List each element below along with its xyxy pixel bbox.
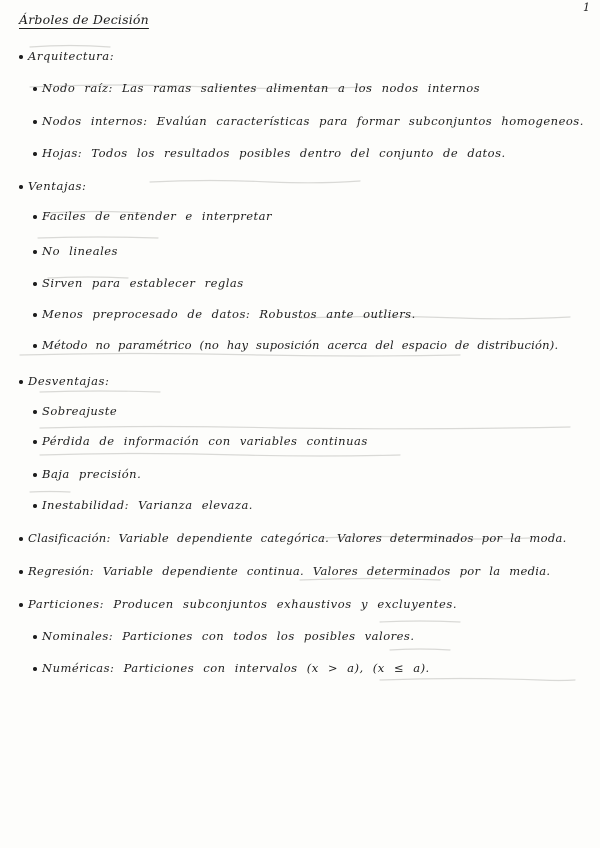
- list-item: [33, 145, 506, 161]
- bullet-icon: [33, 282, 37, 286]
- page-number: 1: [583, 1, 590, 14]
- bullet-icon: [19, 55, 23, 59]
- bullet-icon: [19, 603, 23, 607]
- list-item: [33, 433, 368, 449]
- list-item: [33, 337, 558, 353]
- list-item-text: Nodos internos: Evalúan características para formar subconjuntos homogeneos.: [42, 114, 584, 128]
- list-item: [33, 80, 480, 96]
- bullet-icon: [33, 152, 37, 156]
- list-item: [19, 48, 114, 64]
- bullet-icon: [33, 120, 37, 124]
- list-item: [19, 563, 550, 579]
- bullet-icon: [19, 185, 23, 189]
- list-item: [33, 113, 584, 129]
- bullet-icon: [19, 570, 23, 574]
- section-heading-desventajas: Desventajas:: [28, 374, 110, 388]
- bullet-icon: [33, 473, 37, 477]
- list-item-text: Método no paramétrico (no hay suposición acerca del espacio de distribución).: [42, 338, 559, 352]
- list-item-text: Baja precisión.: [42, 467, 142, 481]
- list-item-text: Sirven para establecer reglas: [42, 276, 244, 290]
- bullet-icon: [33, 250, 37, 254]
- list-item-text: Hojas: Todos los resultados posibles dentro del conjunto de datos.: [42, 146, 506, 160]
- list-item-text: Menos preprocesado de datos: Robustos ante outliers.: [42, 307, 416, 321]
- bullet-icon: [33, 344, 37, 348]
- bullet-icon: [33, 313, 37, 317]
- bullet-icon: [33, 215, 37, 219]
- list-item: [33, 628, 415, 644]
- list-item: [19, 530, 567, 546]
- list-item-text: Nominales: Particiones con todos los posibles valores.: [42, 629, 415, 643]
- bullet-icon: [33, 667, 37, 671]
- list-item: [33, 497, 253, 513]
- list-item: [19, 373, 110, 389]
- bullet-icon: [19, 537, 23, 541]
- list-item: [19, 596, 457, 612]
- list-item-text: No lineales: [42, 244, 118, 258]
- page-title: Árboles de Decisión: [19, 12, 149, 27]
- bullet-icon: [33, 440, 37, 444]
- list-item: [33, 208, 272, 224]
- list-item-text: Sobreajuste: [42, 404, 118, 418]
- bullet-icon: [19, 380, 23, 384]
- list-item: [33, 660, 430, 676]
- bullet-icon: [33, 504, 37, 508]
- list-item-text: Inestabilidad: Varianza elevaza.: [42, 498, 253, 512]
- list-item: [19, 178, 87, 194]
- bullet-icon: [33, 410, 37, 414]
- list-item: [33, 275, 244, 291]
- list-item-text: Numéricas: Particiones con intervalos (x > a), (x ≤ a).: [42, 661, 430, 675]
- bullet-icon: [33, 635, 37, 639]
- bullet-icon: [33, 87, 37, 91]
- list-item: [33, 403, 117, 419]
- section-heading-ventajas: Ventajas:: [28, 179, 87, 193]
- definition-particiones: Particiones: Producen subconjuntos exhaustivos y excluyentes.: [28, 597, 458, 611]
- list-item-text: Nodo raíz: Las ramas salientes alimentan a los nodos internos: [42, 81, 481, 95]
- list-item: [33, 243, 118, 259]
- list-item: [33, 466, 141, 482]
- definition-regresion: Regresión: Variable dependiente continua. Valores determinados por la media.: [28, 564, 551, 578]
- section-heading-arquitectura: Arquitectura:: [28, 49, 115, 63]
- definition-clasificacion: Clasificación: Variable dependiente categórica. Valores determinados por la moda.: [28, 531, 567, 545]
- list-item-text: Faciles de entender e interpretar: [42, 209, 273, 223]
- list-item-text: Pérdida de información con variables continuas: [42, 434, 368, 448]
- list-item: [33, 306, 416, 322]
